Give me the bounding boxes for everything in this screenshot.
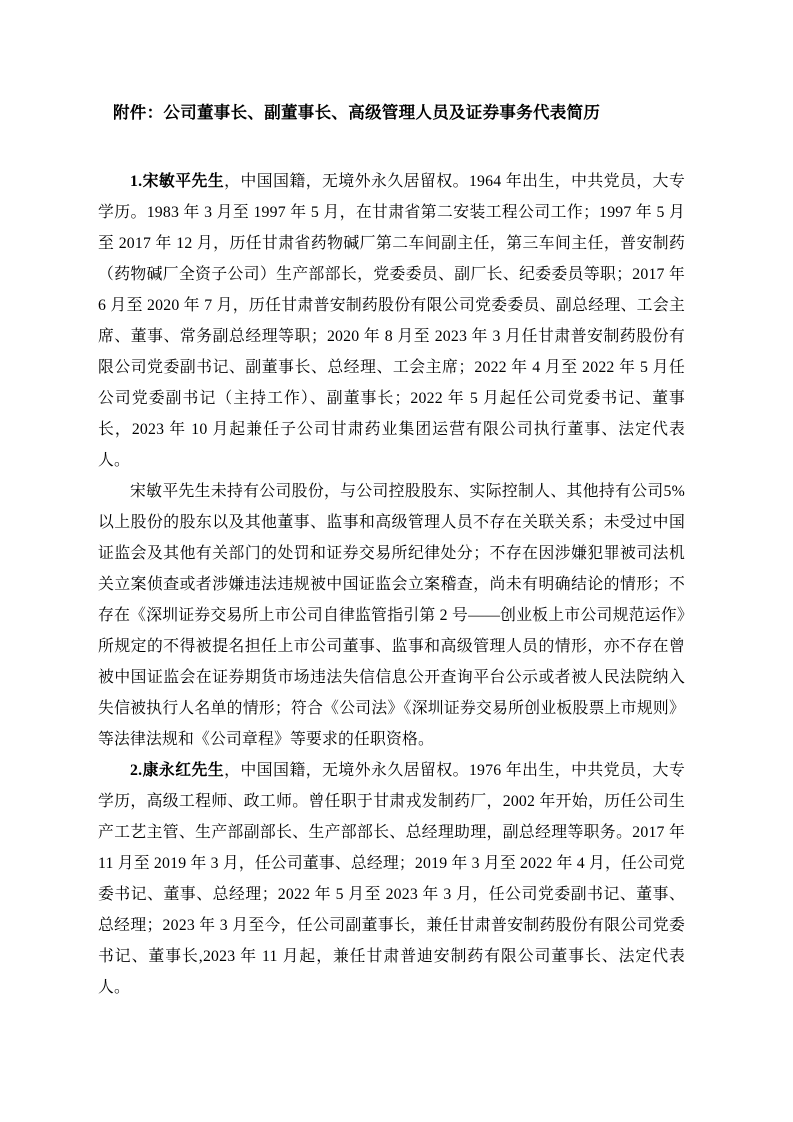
person-name-song: 1.宋敏平先生 (130, 173, 225, 190)
document-title: 附件：公司董事长、副董事长、高级管理人员及证券事务代表简历 (113, 103, 601, 122)
paragraph-song-qualification (98, 476, 685, 755)
paragraph-kang-resume-text: ，中国国籍，无境外永久居留权。1976 年出生，中共党员，大专学历，高级工程师、政工师。曾任职于甘肃戎发制药厂，2002 年开始，历任公司生产工艺主管、生产部副部长、生产部部长、总经理助理，副总经理等职务。2017 年 11 月至 2019 年 3 月，任公司董事、总经理；2019 年 3 月至 2022 年 4 月，任公司党委书记、董事、总经理；2022 年 5 月至 2023 年 3 月，任公司党委副书记、董事、总经理；2023 年 3 月至今，任公司副董事长，兼任甘肃普安制药股份有限公司党委书记、董事长,2023 年 11 月起，兼任甘肃普迪安制药有限公司董事长、法定代表人。 (98, 762, 686, 996)
paragraph-song-resume (98, 166, 685, 476)
person-name-kang: 2.康永红先生 (130, 762, 225, 779)
paragraph-kang-resume (98, 755, 685, 1003)
paragraph-song-resume-text: ，中国国籍，无境外永久居留权。1964 年出生，中共党员，大专学历。1983 年 3 月至 1997 年 5 月，在甘肃省第二安装工程公司工作；1997 年 5 月至 2017 年 12 月，历任甘肃省药物碱厂第二车间副主任，第三车间主任，普安制药（药物碱厂全资子公司）生产部部长，党委委员、副厂长、纪委委员等职；2017 年 6 月至 2020 年 7 月，历任甘肃普安制药股份有限公司党委委员、副总经理、工会主席、董事、常务副总经理等职；2020 年 8 月至 2023 年 3 月任甘肃普安制药股份有限公司党委副书记、副董事长、总经理、工会主席；2022 年 4 月至 2022 年 5 月任公司党委副书记（主持工作）、副董事长；2022 年 5 月起任公司党委书记、董事长，2023 年 10 月起兼任子公司甘肃药业集团运营有限公司执行董事、法定代表人。 (98, 173, 686, 469)
paragraph-song-qualification-text: 宋敏平先生未持有公司股份，与公司控股股东、实际控制人、其他持有公司5%以上股份的股东以及其他董事、监事和高级管理人员不存在关联关系；未受过中国证监会及其他有关部门的处罚和证券交易所纪律处分；不存在因涉嫌犯罪被司法机关立案侦查或者涉嫌违法违规被中国证监会立案稽查，尚未有明确结论的情形；不存在《深圳证券交易所上市公司自律监管指引第 2 号——创业板上市公司规范运作》所规定的不得被提名担任上市公司董事、监事和高级管理人员的情形，亦不存在曾被中国证监会在证券期货市场违法失信信息公开查询平台公示或者被人民法院纳入失信被执行人名单的情形；符合《公司法》《深圳证券交易所创业板股票上市规则》等法律法规和《公司章程》等要求的任职资格。 (98, 483, 685, 748)
